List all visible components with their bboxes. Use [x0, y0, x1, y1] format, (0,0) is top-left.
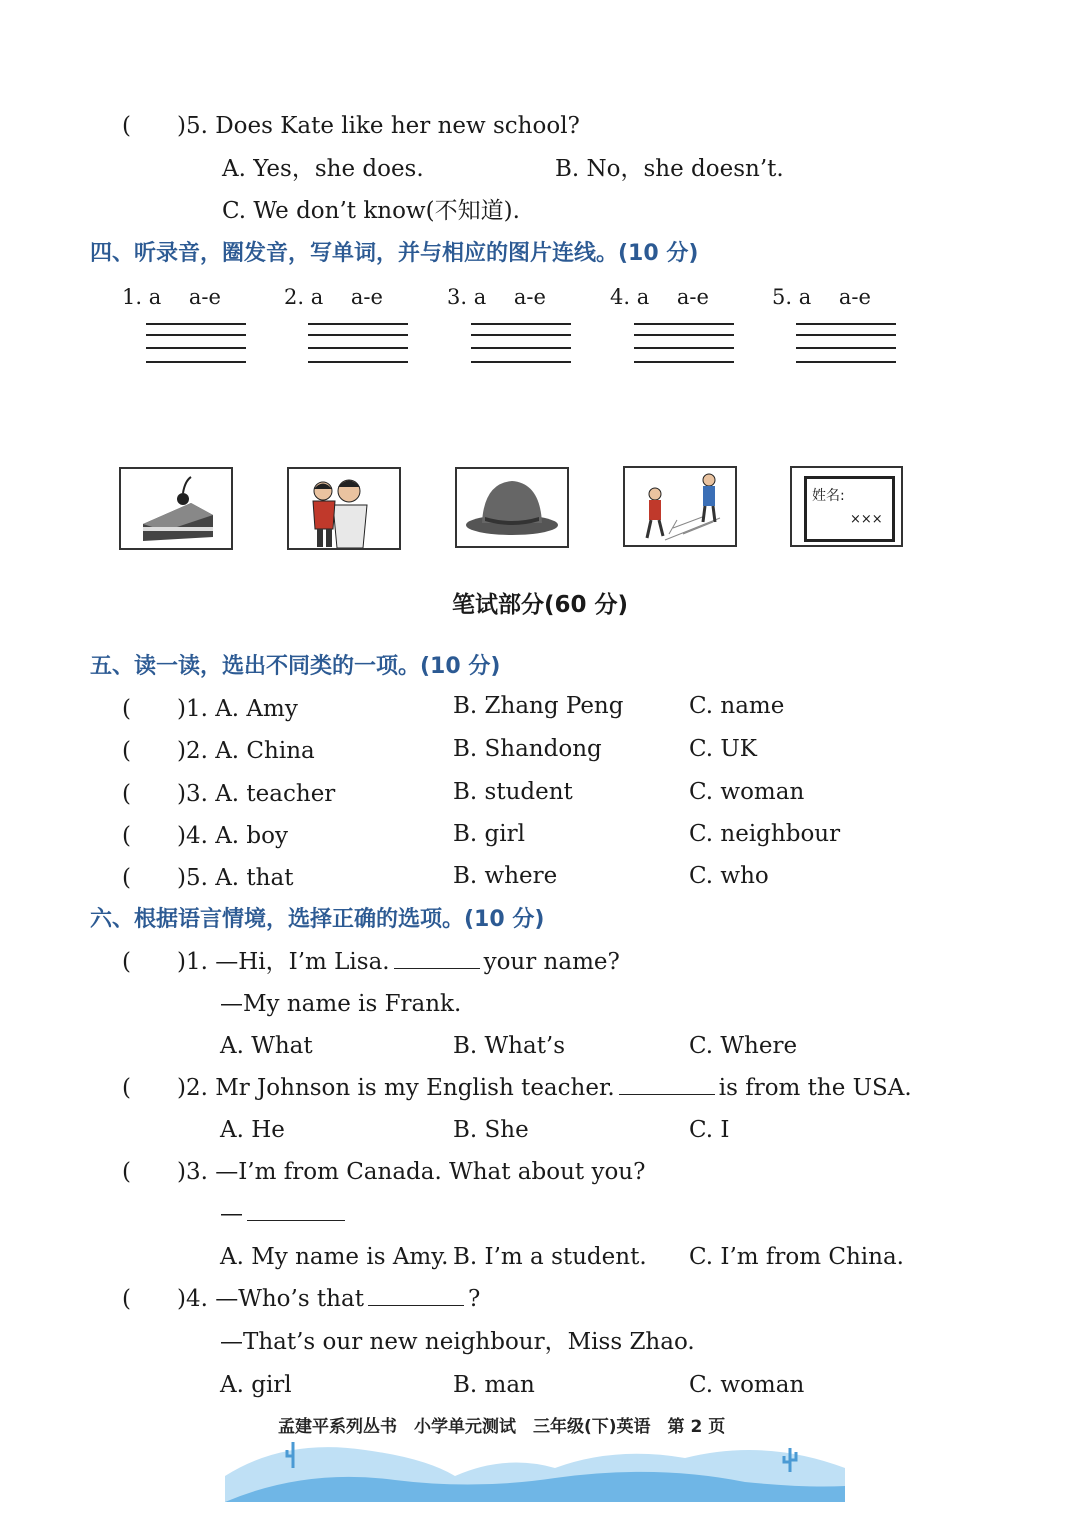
- sound-item-3: 3. a a-e: [447, 285, 546, 309]
- option-c: C. name: [689, 693, 785, 719]
- answer-blank[interactable]: [619, 1074, 715, 1095]
- option-a: A. girl: [220, 1372, 292, 1398]
- page-footer: 孟建平系列丛书 小学单元测试 三年级(下)英语 第 2 页: [278, 1417, 726, 1437]
- option-a: A. My name is Amy.: [220, 1244, 449, 1270]
- option-c: C. who: [689, 863, 769, 889]
- option-a: A. He: [220, 1117, 285, 1143]
- section-6-title: 六、根据语言情境，选择正确的选项。(10 分): [90, 907, 545, 932]
- footer-decoration: [225, 1428, 845, 1502]
- question-1: ( )1. —Hi，I’m Lisa. your name?: [122, 949, 620, 975]
- question-4: ( )4. —Who’s that ?: [122, 1286, 481, 1312]
- option-b: B. where: [453, 863, 558, 889]
- sound-item-2: 2. a a-e: [284, 285, 383, 309]
- option-c: C. neighbour: [689, 821, 841, 847]
- table-row: ( )3. A. teacher: [122, 781, 336, 807]
- option-b: B. Zhang Peng: [453, 693, 624, 719]
- table-row: ( )4. A. boy: [122, 823, 288, 849]
- family-picture: [287, 467, 401, 550]
- option-c: C. UK: [689, 736, 757, 762]
- answer-line: —My name is Frank.: [220, 991, 462, 1017]
- hat-picture: [455, 467, 569, 548]
- card-name-value: ×××: [850, 512, 883, 527]
- option-a: A. What: [220, 1033, 313, 1059]
- option-b: B. I’m a student.: [453, 1244, 647, 1270]
- table-row: ( )1. A. Amy: [122, 696, 298, 722]
- table-row: ( )5. A. that: [122, 865, 294, 891]
- sound-item-4: 4. a a-e: [610, 285, 709, 309]
- card-name-label: 姓名:: [812, 488, 845, 504]
- answer-line: —That’s our new neighbour，Miss Zhao.: [220, 1329, 695, 1355]
- option-c: C. I: [689, 1117, 730, 1143]
- question-5: ( )5. Does Kate like her new school?: [122, 113, 580, 139]
- option-a: A. Yes，she does.: [222, 156, 424, 182]
- table-row: ( )2. A. China: [122, 738, 315, 764]
- section-4-title: 四、听录音，圈发音，写单词，并与相应的图片连线。(10 分): [90, 241, 699, 266]
- option-c: C. woman: [689, 779, 805, 805]
- option-c: C. I’m from China.: [689, 1244, 904, 1270]
- option-b: B. man: [453, 1372, 535, 1398]
- option-c: C. woman: [689, 1372, 805, 1398]
- answer-blank[interactable]: [394, 948, 480, 969]
- answer-blank[interactable]: [368, 1285, 464, 1306]
- written-part-title: 笔试部分(60 分): [451, 592, 629, 618]
- option-b: B. No，she doesn’t.: [555, 156, 784, 182]
- option-c: C. We don’t know(不知道).: [222, 198, 520, 224]
- name-card-picture: [790, 466, 903, 547]
- option-c: C. Where: [689, 1033, 798, 1059]
- question-2: ( )2. Mr Johnson is my English teacher. is from the USA.: [122, 1075, 912, 1101]
- section-5-title: 五、读一读，选出不同类的一项。(10 分): [90, 654, 501, 679]
- question-3: ( )3. —I’m from Canada. What about you?: [122, 1159, 646, 1185]
- sound-item-1: 1. a a-e: [122, 285, 221, 309]
- option-b: B. student: [453, 779, 573, 805]
- option-b: B. Shandong: [453, 736, 602, 762]
- cake-picture: [119, 467, 233, 550]
- answer-blank[interactable]: [247, 1200, 345, 1221]
- answer-line: —: [220, 1200, 349, 1228]
- option-b: B. girl: [453, 821, 525, 847]
- sound-item-5: 5. a a-e: [772, 285, 871, 309]
- option-b: B. What’s: [453, 1033, 566, 1059]
- hopscotch-picture: [623, 466, 737, 547]
- option-b: B. She: [453, 1117, 529, 1143]
